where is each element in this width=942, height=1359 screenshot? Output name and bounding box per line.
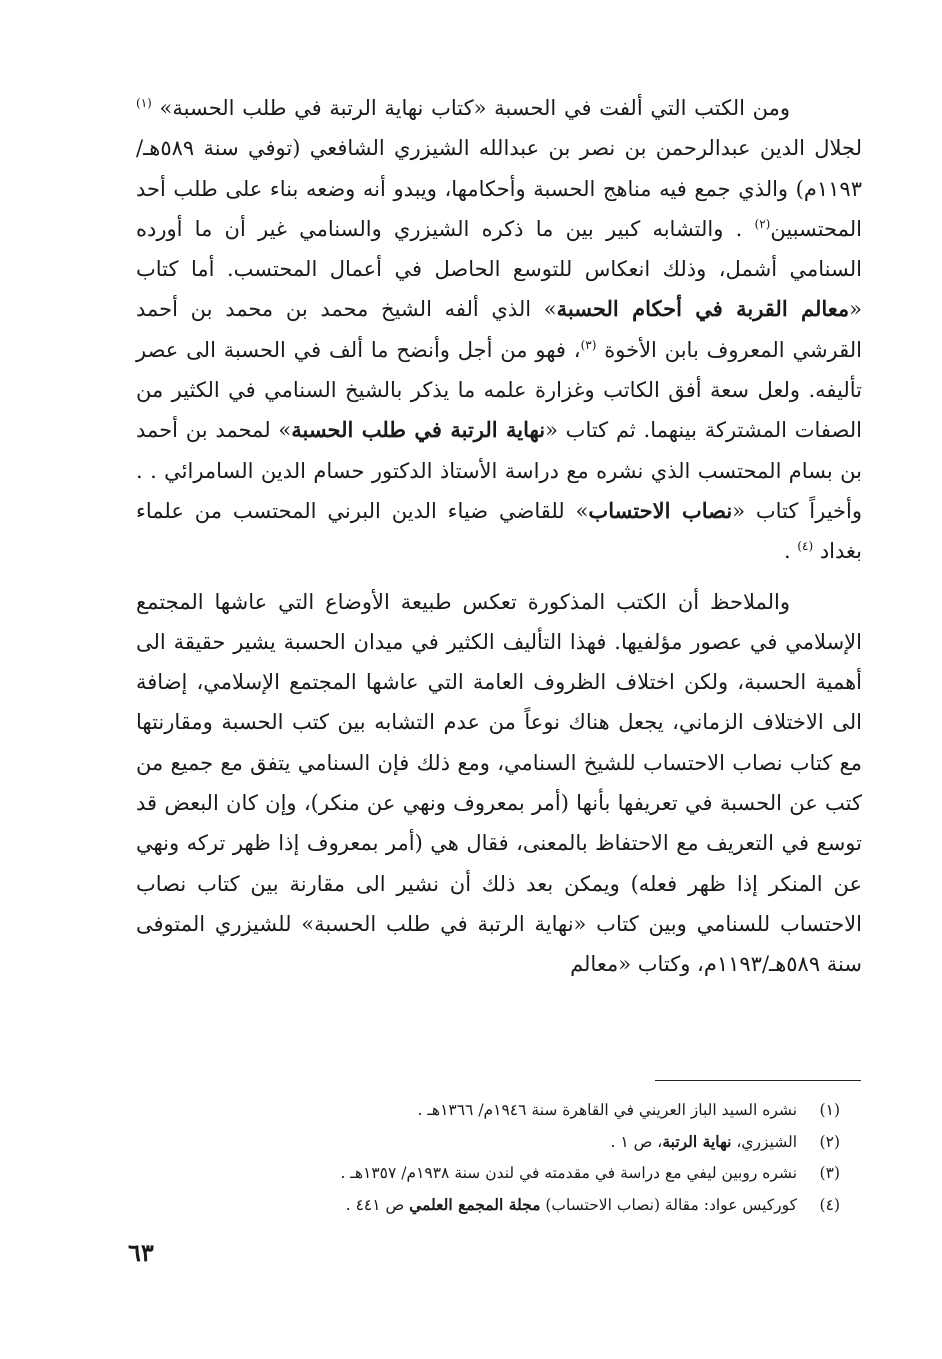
footnote-3 xyxy=(200,1158,840,1189)
footnote-text: ، ص ١ . xyxy=(610,1133,663,1151)
footnote-text: كوركيس عواد: مقالة (نصاب الاحتساب) xyxy=(540,1196,798,1214)
text-run: » لمحمد بن أحمد بن بسام المحتسب الذي نشره مع دراسة الأستاذ الدكتور حسام الدين السامرائي . . وأخيراً كتاب « xyxy=(136,418,862,523)
footnote-2 xyxy=(200,1126,840,1158)
text-run: . والتشابه كبير بين ما ذكره الشيزري والسنامي غير أن ما أورده السنامي أشمل، وذلك انعكاس للتوسع الحاصل في أعمال المحتسب. أما كتاب « xyxy=(136,216,862,322)
footnote-book-title: نهاية الرتبة xyxy=(662,1132,732,1151)
footnote-ref-1: (١) xyxy=(136,96,152,110)
book-title-maalim: معالم القربة في أحكام الحسبة xyxy=(556,296,850,322)
footnote-ref-4: (٤) xyxy=(797,539,814,554)
footnote-number: (١) xyxy=(819,1101,840,1119)
book-title-nisab: نصاب الاحتساب xyxy=(588,497,733,523)
footnote-text: ص ٤٤١ . xyxy=(345,1196,410,1214)
text-run: » للقاضي ضياء الدين البرني المحتسب من علماء بغداد xyxy=(136,498,862,564)
text-run: والملاحظ أن الكتب المذكورة تعكس طبيعة الأوضاع التي عاشها المجتمع الإسلامي في عصور مؤلفيها. فهذا التأليف الكثير في ميدان الحسبة يشير حقيقة الى أهمية الحسبة، ولكن اختلاف الظروف العامة التي عاشها المجتمع الإسلامي، إضافة الى الاختلاف الزماني، يجعل هناك نوعاً من عدم التشابه بين كتب الحسبة ومقارنتها مع كتاب نصاب الاحتساب للشيخ السنامي، ومع ذلك فإن السنامي يتفق مع جميع من كتب عن الحسبة في تعريفها بأنها (أمر بمعروف ونهي عن منكر)، وإن كان البعض قد توسع في التعريف مع الاحتفاظ بالمعنى، فقال هي (أمر بمعروف إذا ظهر تركه ونهي عن المنكر إذا ظهر فعله) ويمكن بعد ذلك أن نشير الى مقارنة بين كتاب نصاب الاحتساب للسنامي وبين كتاب «نهاية الرتبة في طلب الحسبة» للشيزري المتوفى سنة ٥٨٩هـ/١١٩٣م، وكتاب «معالم xyxy=(136,589,862,977)
footnote-journal-title: مجلة المجمع العلمي xyxy=(409,1195,541,1214)
footnote-number: (٤) xyxy=(819,1196,840,1214)
paragraph-1 xyxy=(136,88,862,572)
text-run: لجلال الدين عبدالرحمن بن نصر بن عبدالله الشيزري الشافعي (توفي سنة ٥٨٩هـ/١١٩٣م) والذي جمع فيه مناهج الحسبة وأحكامها، ويبدو أنه وضعه بناء على طلب أحد المحتسبين xyxy=(136,136,862,241)
footnote-number: (٢) xyxy=(819,1133,840,1151)
paragraph-2 xyxy=(136,582,862,985)
footnote-separator xyxy=(655,1080,861,1081)
text-run: ، فهو من أجل وأنضح ما ألف في الحسبة الى عصر تأليفه. ولعل سعة أفق الكاتب وغزارة علمه ما يذكر بالشيخ السنامي في الكثير من الصفات المشتركة بينهما. ثم كتاب « xyxy=(136,337,862,443)
footnote-text: نشره السيد الباز العريني في القاهرة سنة ١٩٤٦م/ ١٣٦٦هـ . xyxy=(417,1101,798,1119)
text-run: . xyxy=(783,539,798,564)
text-run: » الذي ألفه الشيخ محمد بن محمد بن أحمد القرشي المعروف بابن الأخوة xyxy=(136,297,862,362)
main-text xyxy=(136,88,862,985)
footnote-text: نشره روبين ليفي مع دراسة في مقدمته في لندن سنة ١٩٣٨م/ ١٣٥٧هـ . xyxy=(340,1164,798,1182)
footnote-text: الشيزري، xyxy=(731,1133,798,1151)
footnote-ref-2: (٢) xyxy=(754,216,771,231)
footnotes xyxy=(200,1095,840,1221)
footnote-number: (٣) xyxy=(819,1164,840,1182)
text-run: ومن الكتب التي ألفت في الحسبة «كتاب نهاية الرتبة في طلب الحسبة» xyxy=(159,96,790,120)
footnote-ref-3: (٣) xyxy=(580,337,597,352)
footnote-1 xyxy=(200,1095,840,1126)
page-number: ٦٣ xyxy=(128,1238,154,1267)
book-title-nihaya: نهاية الرتبة في طلب الحسبة xyxy=(291,417,546,443)
footnote-4 xyxy=(200,1189,840,1221)
